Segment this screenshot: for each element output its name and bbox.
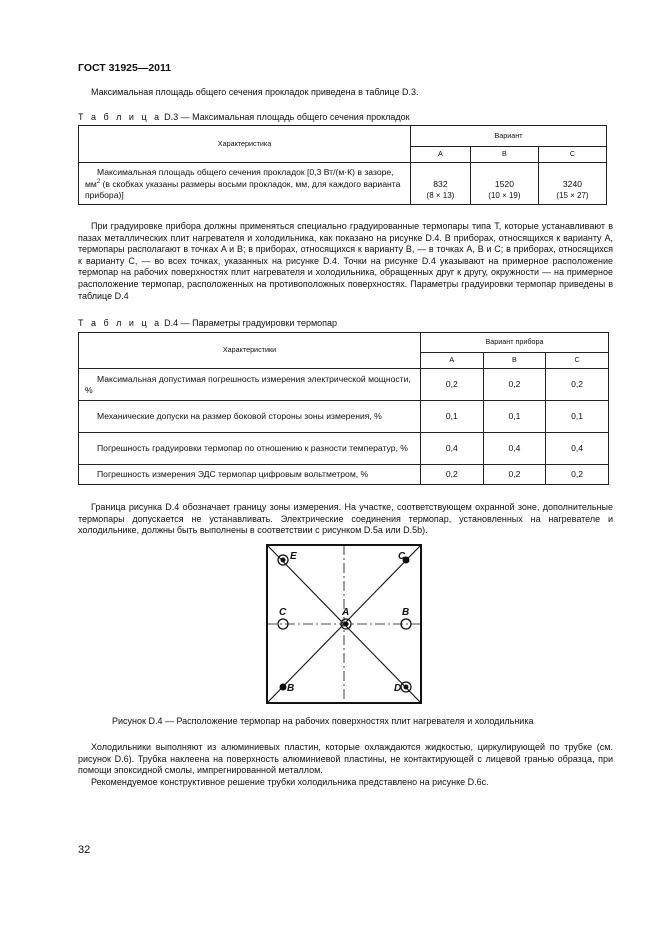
calibration-paragraph: При градуировке прибора должны применяться специально градуированные термопары типа T, которые устанавливают в пазах металлических плит нагревателя и холодильника, как показано на рисунке D.4. В приборах, относящихся к варианту А, термопары располагают в точках A и B; в приборах, относящихся к варианту В, — в точках A, B и C; в приборах, относящихся к варианту С, — во всех точках, указанных на рисунке D.4. Точки на рисунке D.4 указывают на примерное расположение термопар на рабочих поверхностях плит нагревателя и холодильника, обращенных друг к другу, окружности — на примерное расположение термопар, расположенных на противоположных поверхностях. Параметры градуировки термопар приведены в таблице D.4 bbox=[78, 221, 613, 301]
table-row bbox=[79, 401, 609, 433]
table-cell: 3240 (15 × 27) bbox=[538, 163, 606, 205]
table-d4 bbox=[78, 332, 609, 485]
label-b-right: B bbox=[402, 607, 410, 618]
table-cell: 0,4 bbox=[546, 433, 609, 465]
table-cell: 0,4 bbox=[483, 433, 546, 465]
boundary-paragraph: Граница рисунка D.4 обозначает границу зоны измерения. На участке, соответствующем охранной зоне, дополнительные термопары допускается не устанавливать. Электрические соединения термопар, установленных на нагревателе и холодильнике, должны быть выполнены в соответствии с рисунком D.5а или D.5b). bbox=[78, 502, 613, 536]
label-a: A bbox=[342, 607, 350, 618]
label-d: D bbox=[394, 683, 402, 694]
label-b-bottom: B bbox=[287, 683, 295, 694]
table-cell: 0,1 bbox=[546, 401, 609, 433]
thermocouple-e-dot bbox=[281, 558, 286, 563]
table-row-label: Максимальная площадь общего сечения прокладок [0,3 Вт/(м·К) в зазоре, $мм^2$ (в скобках указаны размеры восьми прокладок, мм, для каждого варианта прибора)] bbox=[79, 163, 411, 205]
table-cell: 0,4 bbox=[421, 433, 484, 465]
row-label: Погрешность градуировки термопар по отношению к разности температур, % bbox=[79, 433, 421, 465]
variant-b-header: B bbox=[483, 353, 546, 369]
thermocouple-layout-figure bbox=[265, 543, 423, 705]
variant-a-header: A bbox=[411, 147, 471, 163]
document-header: ГОСТ 31925—2011 bbox=[78, 62, 172, 74]
table-header-characteristic: Характеристика bbox=[79, 126, 411, 163]
table-d4-caption bbox=[78, 318, 337, 328]
table-row bbox=[79, 465, 609, 485]
page-number: 32 bbox=[78, 844, 91, 856]
cooler-paragraph-2: Рекомендуемое конструктивное решение трубки холодильника представлено на рисунке D.6c. bbox=[91, 777, 489, 787]
table-cell: 1520 (10 × 19) bbox=[470, 163, 538, 205]
table-header-characteristics: Характеристики bbox=[79, 333, 421, 369]
caption-text: D.3 — Максимальная площадь общего сечения прокладок bbox=[164, 112, 410, 122]
caption-text: D.4 — Параметры градуировки термопар bbox=[164, 318, 338, 328]
caption-prefix: Т а б л и ц а bbox=[78, 112, 162, 122]
table-cell: 0,2 bbox=[421, 369, 484, 401]
table-header-variant: Вариант bbox=[411, 126, 607, 147]
row-label: Погрешность измерения ЭДС термопар цифровым вольтметром, % bbox=[79, 465, 421, 485]
table-cell: 0,2 bbox=[483, 369, 546, 401]
variant-a-header: A bbox=[421, 353, 484, 369]
intro-paragraph: Максимальная площадь общего сечения прокладок приведена в таблице D.3. bbox=[91, 87, 419, 97]
table-cell: 832 (8 × 13) bbox=[411, 163, 471, 205]
table-row bbox=[79, 433, 609, 465]
row-label: Механические допуски на размер боковой стороны зоны измерения, % bbox=[79, 401, 421, 433]
variant-b-header: B bbox=[470, 147, 538, 163]
table-cell: 0,1 bbox=[421, 401, 484, 433]
caption-prefix: Т а б л и ц а bbox=[78, 318, 162, 328]
thermocouple-d-dot bbox=[404, 685, 409, 690]
label-c-left: C bbox=[279, 607, 287, 618]
table-cell: 0,2 bbox=[483, 465, 546, 485]
figure-caption: Рисунок D.4 — Расположение термопар на рабочих поверхностях плит нагревателя и холодильника bbox=[112, 716, 534, 726]
label-c-top: C bbox=[398, 551, 406, 562]
table-d3-caption bbox=[78, 112, 410, 122]
thermocouple-b-dot bbox=[280, 684, 286, 690]
thermocouple-a-dot bbox=[344, 622, 349, 627]
table-cell: 0,2 bbox=[546, 465, 609, 485]
table-cell: 0,2 bbox=[421, 465, 484, 485]
table-row bbox=[79, 369, 609, 401]
table-cell: 0,2 bbox=[546, 369, 609, 401]
table-cell: 0,1 bbox=[483, 401, 546, 433]
row-label: Максимальная допустимая погрешность измерения электрической мощности, % bbox=[79, 369, 421, 401]
variant-c-header: C bbox=[538, 147, 606, 163]
table-d3 bbox=[78, 125, 607, 205]
label-e: E bbox=[290, 551, 297, 562]
table-header-variant: Вариант прибора bbox=[421, 333, 609, 353]
variant-c-header: C bbox=[546, 353, 609, 369]
cooler-paragraph-1: Холодильники выполняют из алюминиевых пластин, которые охлаждаются жидкостью, циркулирующей по трубке (см. рисунок D.6). Трубка наклеена на поверхность алюминиевой пластины, не контактирующей с лицевой гранью образца, при помощи эпоксидной смолы, импрегнированной металлом. bbox=[78, 742, 613, 776]
